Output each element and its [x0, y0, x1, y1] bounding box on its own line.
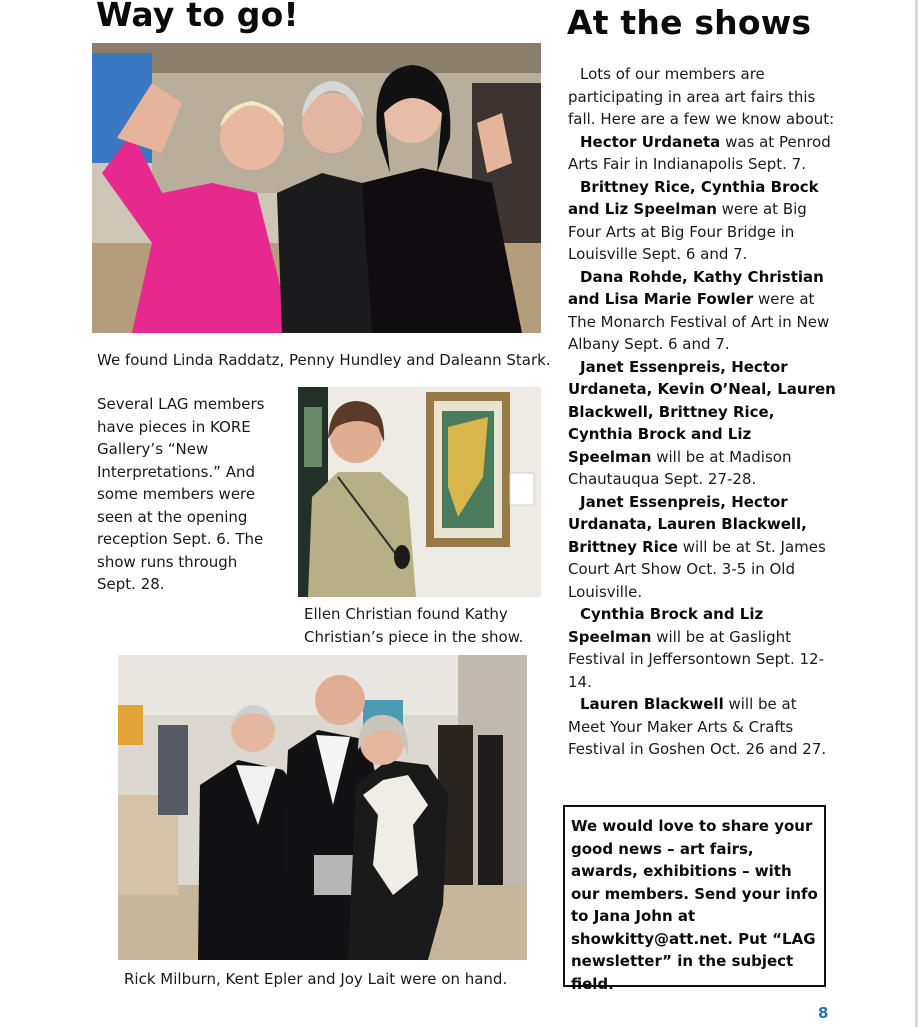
shows-body [568, 63, 836, 761]
show-item-names: Janet Essenpreis, Hector Urdanata, Lauren Blackwell, Brittney Rice [568, 492, 807, 556]
show-item-names: Lauren Blackwell [580, 695, 724, 713]
show-item-names: Hector Urdaneta [580, 132, 721, 151]
show-item-text: will be at Meet Your Maker Arts & Crafts Festival in Goshen Oct. 26 and 27. [568, 695, 827, 758]
show-item [568, 603, 836, 693]
show-item-names: Dana Rohde, Kathy Christian and Lisa Marie Fowler [568, 267, 824, 308]
show-item [568, 131, 836, 176]
show-item [568, 491, 836, 604]
photo-woman-with-painting [298, 387, 541, 597]
show-item-names: Brittney Rice, Cynthia Brock and Liz Speelman [568, 177, 819, 218]
show-item-names: Cynthia Brock and Liz Speelman [568, 605, 764, 646]
show-item-text: were at Big Four Arts at Big Four Bridge in Louisville Sept. 6 and 7. [568, 200, 807, 263]
photo-three-women [92, 43, 541, 333]
show-item [568, 356, 836, 491]
show-item-names: Janet Essenpreis, Hector Urdaneta, Kevin O’Neal, Lauren Blackwell, Brittney Rice, Cynthia Brock and Liz Speelman [568, 357, 836, 466]
show-item [568, 176, 836, 266]
caption-photo-1: We found Linda Raddatz, Penny Hundley and Daleann Stark. [97, 351, 551, 369]
caption-photo-2: Ellen Christian found Kathy Christian’s piece in the show. [304, 605, 524, 646]
right-title: At the shows [567, 3, 812, 42]
left-title: Way to go! [96, 0, 299, 34]
share-news-callout: We would love to share your good news – art fairs, awards, exhibitions – with our members. Send your info to Jana John at showkitty@att.net. Put “LAG newsletter” in the subject field. [563, 805, 826, 987]
show-item [568, 266, 836, 356]
photo-three-people [118, 655, 527, 960]
kore-gallery-text: Several LAG members have pieces in KORE Gallery’s “New Interpretations.” And some members were seen at the opening reception Sept. 6. The show runs through Sept. 28. [97, 395, 265, 593]
show-item-text: was at Penrod Arts Fair in Indianapolis Sept. 7. [568, 132, 831, 173]
show-item [568, 693, 836, 761]
show-item-text: were at The Monarch Festival of Art in New Albany Sept. 6 and 7. [568, 290, 830, 353]
page-number: 8 [818, 1004, 829, 1022]
show-item-text: will be at St. James Court Art Show Oct. 3-5 in Old Louisville. [568, 537, 826, 601]
shows-intro: Lots of our members are participating in area art fairs this fall. Here are a few we know about: [568, 65, 835, 128]
show-item-text: will be at Gaslight Festival in Jeffersontown Sept. 12-14. [568, 627, 825, 691]
show-item-text: will be at Madison Chautauqua Sept. 27-28. [568, 447, 792, 488]
caption-photo-3: Rick Milburn, Kent Epler and Joy Lait were on hand. [124, 970, 508, 988]
